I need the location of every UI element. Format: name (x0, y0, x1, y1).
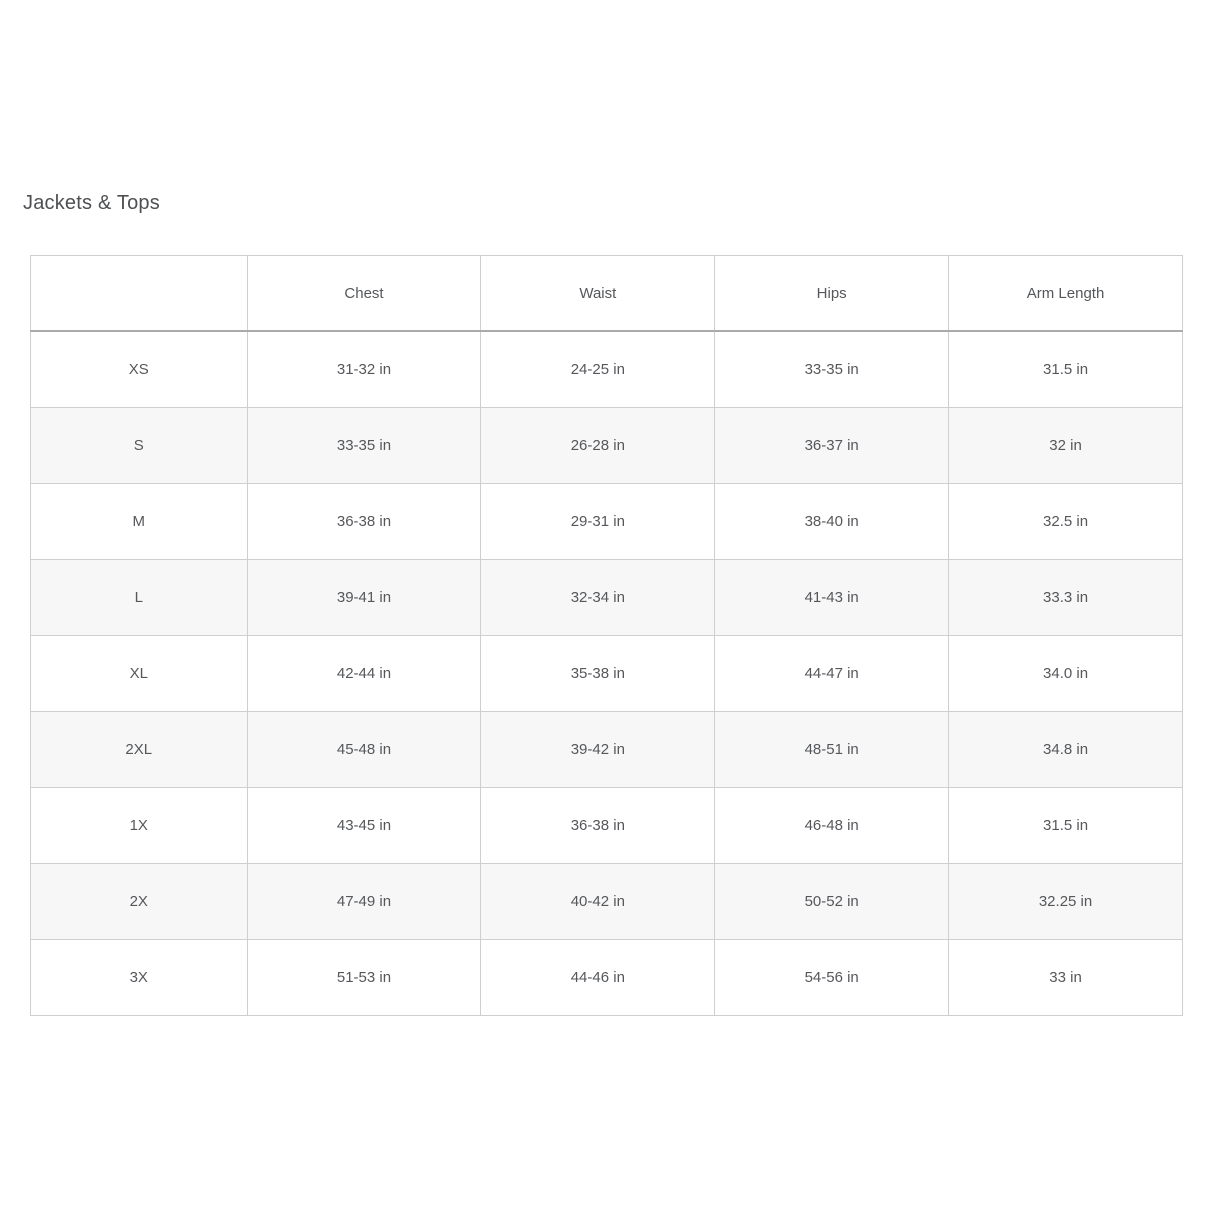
column-header-arm-length: Arm Length (949, 256, 1183, 332)
hips-cell: 33-35 in (715, 331, 949, 408)
table-row (31, 636, 1183, 712)
chest-cell: 45-48 in (247, 712, 481, 788)
size-cell: XS (31, 331, 248, 408)
size-cell: 2XL (31, 712, 248, 788)
waist-cell: 32-34 in (481, 560, 715, 636)
size-chart-table (30, 255, 1183, 1016)
hips-cell: 50-52 in (715, 864, 949, 940)
hips-cell: 38-40 in (715, 484, 949, 560)
chest-cell: 36-38 in (247, 484, 481, 560)
waist-cell: 29-31 in (481, 484, 715, 560)
waist-cell: 35-38 in (481, 636, 715, 712)
size-cell: 2X (31, 864, 248, 940)
waist-cell: 40-42 in (481, 864, 715, 940)
arm-length-cell: 31.5 in (949, 788, 1183, 864)
arm-length-cell: 34.0 in (949, 636, 1183, 712)
arm-length-cell: 33.3 in (949, 560, 1183, 636)
table-body (31, 331, 1183, 1016)
size-cell: 1X (31, 788, 248, 864)
waist-cell: 44-46 in (481, 940, 715, 1016)
size-cell: S (31, 408, 248, 484)
arm-length-cell: 34.8 in (949, 712, 1183, 788)
table-row (31, 484, 1183, 560)
chest-cell: 51-53 in (247, 940, 481, 1016)
waist-cell: 39-42 in (481, 712, 715, 788)
arm-length-cell: 32.25 in (949, 864, 1183, 940)
arm-length-cell: 33 in (949, 940, 1183, 1016)
page-title: Jackets & Tops (23, 192, 160, 214)
chest-cell: 47-49 in (247, 864, 481, 940)
size-cell: 3X (31, 940, 248, 1016)
arm-length-cell: 31.5 in (949, 331, 1183, 408)
table-row (31, 712, 1183, 788)
size-cell: XL (31, 636, 248, 712)
hips-cell: 46-48 in (715, 788, 949, 864)
column-header-chest: Chest (247, 256, 481, 332)
table-header (31, 256, 1183, 332)
chest-cell: 31-32 in (247, 331, 481, 408)
hips-cell: 54-56 in (715, 940, 949, 1016)
hips-cell: 48-51 in (715, 712, 949, 788)
column-header-size (31, 256, 248, 332)
table-row (31, 940, 1183, 1016)
arm-length-cell: 32 in (949, 408, 1183, 484)
waist-cell: 24-25 in (481, 331, 715, 408)
table-row (31, 864, 1183, 940)
column-header-hips: Hips (715, 256, 949, 332)
table-row (31, 788, 1183, 864)
table-row (31, 331, 1183, 408)
hips-cell: 36-37 in (715, 408, 949, 484)
table-row (31, 560, 1183, 636)
waist-cell: 36-38 in (481, 788, 715, 864)
header-row (31, 256, 1183, 332)
chest-cell: 33-35 in (247, 408, 481, 484)
chest-cell: 43-45 in (247, 788, 481, 864)
arm-length-cell: 32.5 in (949, 484, 1183, 560)
hips-cell: 41-43 in (715, 560, 949, 636)
chest-cell: 42-44 in (247, 636, 481, 712)
hips-cell: 44-47 in (715, 636, 949, 712)
chest-cell: 39-41 in (247, 560, 481, 636)
size-cell: L (31, 560, 248, 636)
table-row (31, 408, 1183, 484)
column-header-waist: Waist (481, 256, 715, 332)
waist-cell: 26-28 in (481, 408, 715, 484)
size-cell: M (31, 484, 248, 560)
